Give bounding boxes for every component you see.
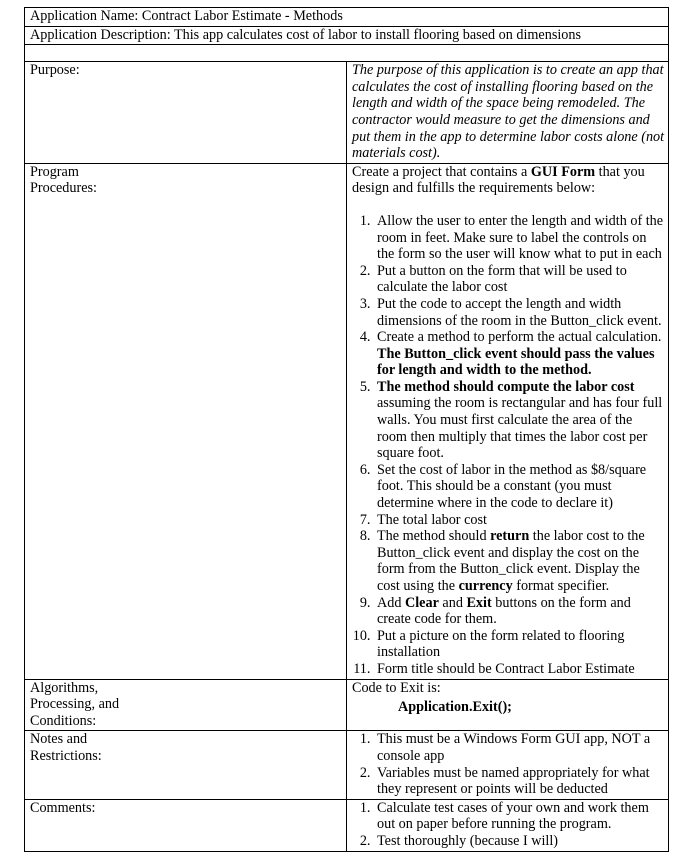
notes-content xyxy=(347,731,669,799)
app-name-cell xyxy=(25,8,669,27)
procedures-intro: Create a project that contains a GUI Form that you design and fulfills the requirements below: xyxy=(352,163,645,197)
algorithms-label: Algorithms, Processing, and Conditions: xyxy=(25,679,347,731)
procedures-row xyxy=(25,163,669,679)
procedures-label-line-1: Program xyxy=(30,163,79,180)
procedures-list xyxy=(352,213,665,678)
procedure-step: 4. Create a method to perform the actual calculation. The Button_click event should pass the values for length and width to the method. xyxy=(374,329,665,379)
algorithms-text: Code to Exit is: xyxy=(352,679,441,696)
comments-list xyxy=(352,800,665,850)
spacer-row xyxy=(25,45,669,62)
procedure-step: 1. Allow the user to enter the length and width of the room in feet. Make sure to label the controls on the form so the user will know what to put in each xyxy=(374,213,665,263)
requirements-table xyxy=(24,7,669,852)
procedure-step: 6. Set the cost of labor in the method as $8/square foot. This should be a constant (you must determine where in the code to declare it) xyxy=(374,462,665,512)
notes-label: Notes and Restrictions: xyxy=(25,731,347,799)
app-name-value: Contract Labor Estimate - Methods xyxy=(141,8,343,24)
app-description-cell xyxy=(25,26,669,45)
comment-item: 2. Test thoroughly (because I will) xyxy=(374,833,665,850)
procedure-step: 2. Put a button on the form that will be used to calculate the labor cost xyxy=(374,263,665,296)
spacer-cell xyxy=(25,45,669,62)
comments-label: Comments: xyxy=(25,799,347,851)
note-item: 1. This must be a Windows Form GUI app, NOT a console app xyxy=(374,731,665,764)
note-item: 2. Variables must be named appropriately for what they represent or points will be deducted xyxy=(374,765,665,798)
procedure-step: 11. Form title should be Contract Labor Estimate xyxy=(374,661,665,678)
notes-row xyxy=(25,731,669,799)
app-name-label: Application Name: xyxy=(30,8,139,24)
procedure-step: 9. Add Clear and Exit buttons on the form and create code for them. xyxy=(374,595,665,628)
app-description-value: This app calculates cost of labor to install flooring based on dimensions xyxy=(173,26,581,43)
algorithms-content xyxy=(347,679,669,731)
notes-list xyxy=(352,731,665,797)
procedures-label xyxy=(25,163,347,679)
procedure-step: 8. The method should return the labor cost to the Button_click event and display the cost on the form from the Button_click event. Display the cost using the currency format specifier. xyxy=(374,528,665,594)
algorithms-row xyxy=(25,679,669,731)
app-description-label: Application Description: xyxy=(30,26,171,43)
purpose-row xyxy=(25,62,669,164)
procedure-step: 5. The method should compute the labor cost assuming the room is rectangular and has four full walls. You must first calculate the area of the room then multiply that times the labor cost per square foot. xyxy=(374,379,665,462)
procedures-label-line-2: Procedures: xyxy=(30,180,97,197)
comment-item: 1. Calculate test cases of your own and work them out on paper before running the program. xyxy=(374,800,665,833)
app-name-row xyxy=(25,8,669,27)
exit-code-snippet: Application.Exit(); xyxy=(398,699,512,716)
comments-row xyxy=(25,799,669,851)
procedures-content xyxy=(347,163,669,679)
purpose-text: The purpose of this application is to create an app that calculates the cost of installing flooring based on the length and width of the space being remodeled. The contractor would measure to get the dimensions and put them in the app to determine labor costs alone (not materials cost). xyxy=(347,62,669,164)
purpose-label: Purpose: xyxy=(25,62,347,164)
procedure-step: 10. Put a picture on the form related to flooring installation xyxy=(374,628,665,661)
comments-content xyxy=(347,799,669,851)
procedure-step: 7. The total labor cost xyxy=(374,512,665,529)
procedure-step: 3. Put the code to accept the length and width dimensions of the room in the Button_click event. xyxy=(374,296,665,329)
app-description-row xyxy=(25,26,669,45)
